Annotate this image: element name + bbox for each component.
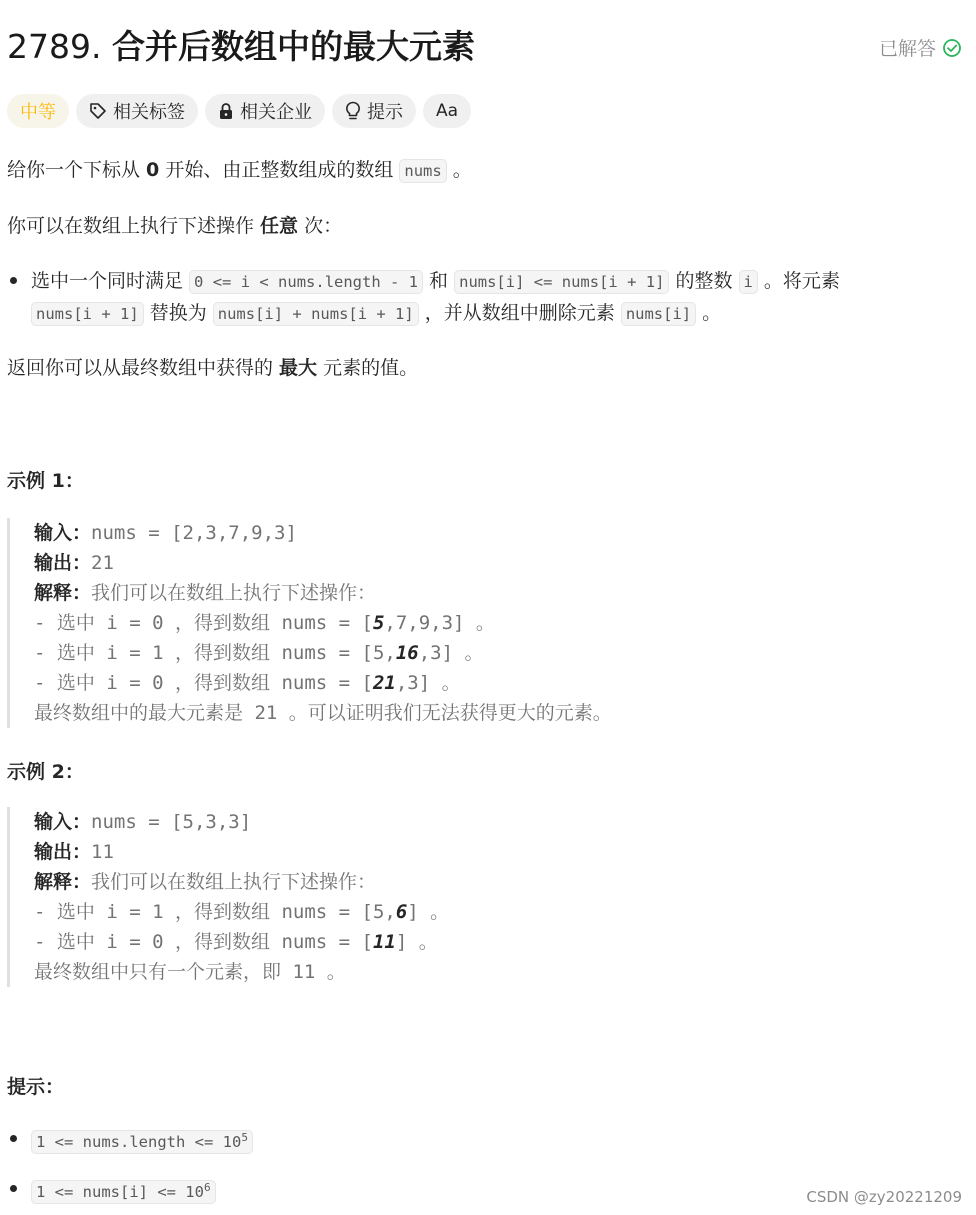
constraint-2 <box>31 1174 216 1206</box>
inline-code: i <box>739 270 758 294</box>
desc-text: 给你一个下标从 <box>7 159 147 181</box>
tag-icon <box>89 102 107 120</box>
related-tags-label: 相关标签 <box>113 102 185 123</box>
check-circle-icon <box>942 38 962 58</box>
constraint-1 <box>31 1124 253 1156</box>
step-text: nums = [ <box>270 612 373 634</box>
example-2-heading: 示例 2： <box>7 761 84 783</box>
desc-text: 。 <box>446 159 472 181</box>
bullet-dot <box>10 1135 17 1142</box>
step-highlight: 16 <box>395 642 419 664</box>
step-text: i = 0 ， <box>94 931 194 953</box>
solved-label: 已解答 <box>878 38 936 60</box>
desc-text: 返回你可以从最终数组中获得的 <box>7 357 280 379</box>
step-highlight: 6 <box>395 901 408 923</box>
final-text: 。可以证明我们无法获得更大的元素。 <box>288 702 612 724</box>
step-text: 选中 <box>56 642 95 664</box>
step-text: 得到数组 <box>193 642 270 664</box>
example-2-block <box>7 807 449 987</box>
final-text: 11 <box>281 961 327 983</box>
step-text: - <box>34 672 57 694</box>
step-text: nums = [5, <box>270 642 396 664</box>
csdn-watermark: CSDN @zy20221209 <box>806 1188 962 1206</box>
translate-button[interactable] <box>423 94 471 128</box>
example-1-heading: 示例 1： <box>7 470 84 492</box>
step-text: ] 。 <box>407 901 450 923</box>
constraints-heading: 提示： <box>7 1076 65 1098</box>
explanation-label: 解释： <box>34 582 92 604</box>
desc-paragraph-3 <box>7 354 418 382</box>
solved-status <box>879 34 962 61</box>
output-value: 21 <box>91 552 114 574</box>
step-text: ,3] 。 <box>395 672 461 694</box>
desc-bold: 任意 <box>260 215 299 237</box>
related-tags-button[interactable] <box>76 94 198 128</box>
explanation-value: 我们可以在数组上执行下述操作： <box>91 871 377 893</box>
problem-name: 合并后数组中的最大元素 <box>111 27 475 66</box>
desc-bold: 最大 <box>279 357 318 379</box>
inline-code: nums <box>399 159 446 183</box>
step-text: i = 1 ， <box>94 901 194 923</box>
step-highlight: 21 <box>372 672 396 694</box>
explanation-value: 我们可以在数组上执行下述操作： <box>91 582 377 604</box>
difficulty-badge[interactable] <box>7 94 69 128</box>
step-text: 选中 <box>56 901 95 923</box>
problem-title <box>7 22 475 72</box>
desc-text: 元素的值。 <box>317 357 419 379</box>
step-text: - <box>34 931 57 953</box>
step-text: ,3] 。 <box>418 642 484 664</box>
lock-icon <box>218 102 234 120</box>
final-text: 21 <box>243 702 289 724</box>
desc-text: 开始、由正整数组成的数组 <box>159 159 400 181</box>
final-text: 最终数组中的最大元素是 <box>34 702 244 724</box>
translate-icon: Aa <box>436 101 459 121</box>
constraint-exponent: 5 <box>241 1131 248 1144</box>
inline-code: nums[i + 1] <box>31 302 144 326</box>
lightbulb-icon <box>345 101 361 121</box>
output-label: 输出： <box>34 841 92 863</box>
inline-code: nums[i] <= nums[i + 1] <box>454 270 669 294</box>
desc-text: 。将元素 <box>757 270 840 292</box>
step-text: 得到数组 <box>193 672 270 694</box>
title-row <box>7 22 962 72</box>
step-text: nums = [ <box>270 672 373 694</box>
final-text: 最终数组中只有一个元素，即 <box>34 961 282 983</box>
explanation-label: 解释： <box>34 871 92 893</box>
desc-text: 替换为 <box>143 302 213 324</box>
step-text: 得到数组 <box>193 901 270 923</box>
desc-text: 。 <box>696 302 722 324</box>
step-text: 选中 <box>56 612 95 634</box>
desc-text: 选中一个同时满足 <box>31 270 190 292</box>
bullet-dot <box>10 1185 17 1192</box>
step-text: ] 。 <box>395 931 438 953</box>
constraint-code <box>31 1180 216 1204</box>
step-text: - <box>34 612 57 634</box>
op-bullet-line-1 <box>31 267 840 296</box>
op-bullet-line-2 <box>31 299 721 328</box>
example-1-block <box>7 518 612 728</box>
output-label: 输出： <box>34 552 92 574</box>
desc-text: ，并从数组中删除元素 <box>418 302 621 324</box>
step-text: nums = [ <box>270 931 373 953</box>
desc-text: 你可以在数组上执行下述操作 <box>7 215 261 237</box>
problem-number: 2789. <box>7 27 102 66</box>
bullet-dot <box>10 277 17 284</box>
hint-label: 提示 <box>367 102 403 123</box>
step-text: ,7,9,3] 。 <box>384 612 495 634</box>
step-text: nums = [5, <box>270 901 396 923</box>
input-label: 输入： <box>34 811 92 833</box>
step-text: - <box>34 642 57 664</box>
input-value: nums = [5,3,3] <box>91 811 252 833</box>
step-text: 得到数组 <box>193 931 270 953</box>
related-companies-button[interactable] <box>205 94 325 128</box>
step-text: - <box>34 901 57 923</box>
desc-bold: 0 <box>146 159 160 181</box>
inline-code: nums[i] + nums[i + 1] <box>213 302 419 326</box>
step-highlight: 11 <box>372 931 396 953</box>
final-text: 。 <box>326 961 346 983</box>
step-text: i = 0 ， <box>94 672 194 694</box>
desc-text: 和 <box>423 270 455 292</box>
tag-bar <box>7 94 471 128</box>
constraint-exponent: 6 <box>203 1181 211 1194</box>
step-text: 选中 <box>56 931 95 953</box>
constraint-text: 1 <= nums.length <= 10 <box>36 1133 242 1152</box>
related-companies-label: 相关企业 <box>240 102 312 123</box>
difficulty-label: 中等 <box>20 102 56 123</box>
inline-code: 0 <= i < nums.length - 1 <box>189 270 423 294</box>
input-value: nums = [2,3,7,9,3] <box>91 522 297 544</box>
constraint-text: 1 <= nums[i] <= 10 <box>36 1183 204 1202</box>
input-label: 输入： <box>34 522 92 544</box>
step-highlight: 5 <box>372 612 385 634</box>
constraint-code <box>31 1130 253 1154</box>
step-text: i = 0 ， <box>94 612 194 634</box>
hint-button[interactable] <box>332 94 416 128</box>
inline-code: nums[i] <box>621 302 696 326</box>
desc-paragraph-2 <box>7 212 342 240</box>
desc-text: 次： <box>298 215 343 237</box>
desc-paragraph-1 <box>7 156 472 185</box>
step-text: 选中 <box>56 672 95 694</box>
output-value: 11 <box>91 841 114 863</box>
desc-text: 的整数 <box>669 270 739 292</box>
step-text: i = 1 ， <box>94 642 194 664</box>
step-text: 得到数组 <box>193 612 270 634</box>
